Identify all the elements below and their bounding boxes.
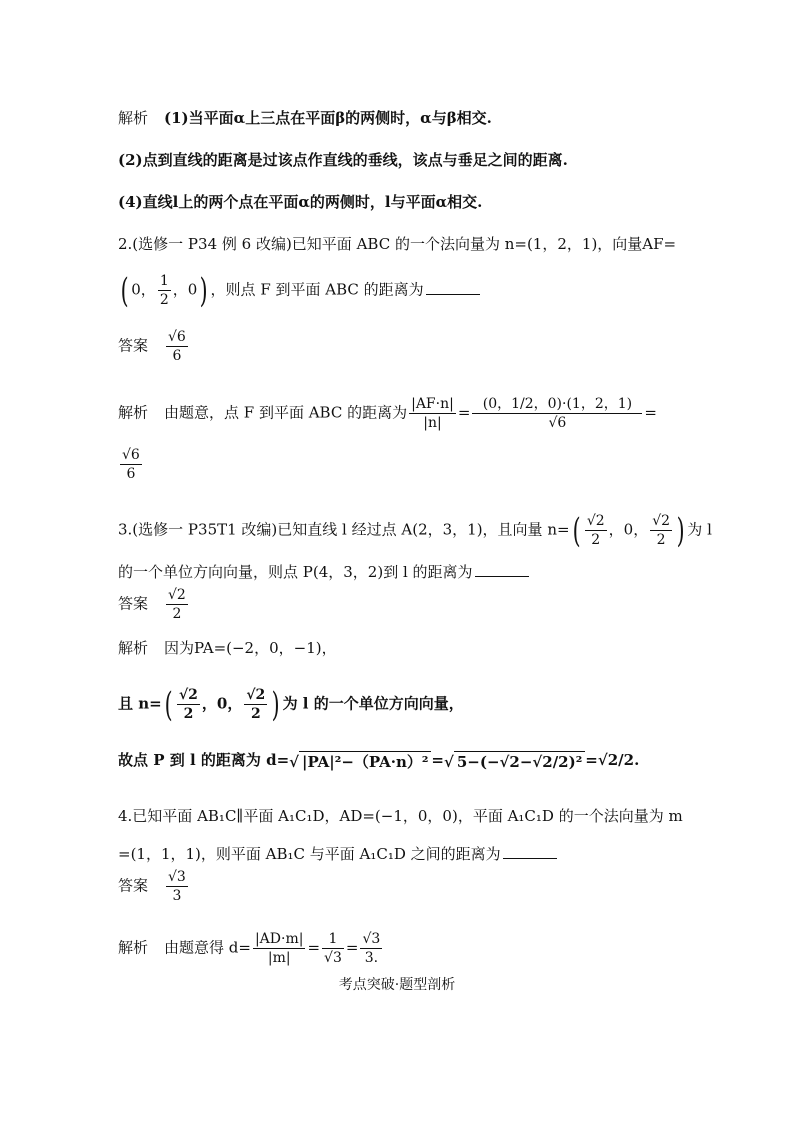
question-4-text: =(1，1，1)，则平面 AB₁C 与平面 A₁C₁D 之间的距离为: [118, 845, 501, 863]
distance-fraction: [409, 395, 456, 432]
solution-line-3-3: 故点 P 到 l 的距离为 d=√ |PA|²−（PA·n）² =√ 5−(−√2−√2/2)² =√2/2.: [118, 751, 640, 771]
vec-component: ，0: [172, 280, 198, 299]
analysis-label: 解析: [118, 403, 149, 422]
paren-left: (: [164, 684, 173, 725]
fraction-denominator: 3.: [360, 948, 382, 967]
question-3-line-2: [118, 562, 531, 582]
vec-component: 0，: [131, 280, 156, 299]
answer-fraction: [166, 328, 188, 365]
fraction: [322, 930, 344, 967]
fraction: [650, 512, 672, 549]
fraction-numerator: |AF·n|: [411, 396, 454, 412]
fraction-denominator: √6: [472, 413, 642, 432]
fraction-numerator: 1: [159, 273, 169, 289]
question-3-tail: 为 l: [687, 520, 712, 539]
answer-blank: [475, 562, 529, 577]
fraction-numerator: √6: [168, 329, 186, 345]
solution-text: 且 n=: [118, 694, 162, 713]
fraction-numerator: √2: [586, 513, 605, 529]
sqrt-expression: √ |PA|²−（PA·n）²: [289, 751, 431, 772]
question-3-text: 3.(选修一 P35T1 改编)已知直线 l 经过点 A(2，3，1)，且向量 n=: [118, 520, 570, 539]
fraction: [585, 512, 607, 549]
radicand: |PA|²−（PA·n）²: [299, 751, 431, 772]
answer-blank: [426, 280, 480, 295]
fraction-denominator: 6: [120, 464, 142, 483]
radicand: 5−(−√2−√2/2)²: [454, 751, 585, 772]
fraction-denominator: 2: [650, 530, 672, 549]
solution-text: 由题意得 d=: [164, 938, 251, 957]
fraction-numerator: √2: [178, 687, 198, 703]
solution-text: 为 l 的一个单位方向向量，: [282, 694, 464, 713]
fraction-numerator: √3: [362, 931, 381, 947]
fraction-half: [158, 272, 171, 309]
question-3-text-2: 的一个单位方向向量，则点 P(4，3，2)到 l 的距离为: [118, 563, 473, 581]
solution-line-2: 解析 由题意，点 F 到平面 ABC 的距离为 $\frac{|AF\cdot n|}{|n|}$ = $\frac{(0,1/2,0)\cdot(1,2,1)}{√6}$ =: [118, 396, 657, 431]
fraction-denominator: 2: [177, 704, 200, 723]
analysis-line-3: (4)直线l上的两个点在平面α的两侧时，l与平面α相交.: [118, 193, 483, 211]
analysis-line-1: [118, 108, 492, 128]
analysis-label: 解析: [118, 639, 149, 657]
question-3-line-1: 3.(选修一 P35T1 改编)已知直线 l 经过点 A(2，3，1)，且向量 n=( $\frac{√2}{2}$ ，0， $\frac{√2}{2}$ ) 为 l: [118, 510, 712, 551]
solution-text: 故点 P 到 l 的距离为 d=: [118, 751, 290, 769]
solution-line-4: 解析 由题意得 d= $\frac{|AD\cdot m|}{|m|}$ = $\frac{1}{√3}$ = $\frac{√3}{3.}$: [118, 931, 381, 966]
question-2-tail: ，则点 F 到平面 ABC 的距离为: [210, 280, 424, 299]
solution-text: 因为PA=(−2，0，−1)，: [164, 639, 337, 657]
analysis-label: 解析: [118, 109, 149, 127]
sqrt-expression: √ 5−(−√2−√2/2)²: [444, 751, 585, 772]
answer-label: 答案: [118, 336, 149, 355]
fraction: [244, 686, 267, 723]
analysis-label: 解析: [118, 938, 149, 957]
fraction-denominator: 6: [166, 346, 188, 365]
question-4-line-2: [118, 844, 559, 864]
result-value: √2/2.: [597, 751, 640, 769]
section-footer: 考点突破·题型剖析: [338, 977, 456, 993]
solution-text: 由题意，点 F 到平面 ABC 的距离为: [164, 403, 408, 422]
analysis-line-2: (2)点到直线的距离是过该点作直线的垂线，该点与垂足之间的距离.: [118, 151, 568, 169]
question-2-line-2: [118, 272, 482, 309]
fraction-denominator: 3: [166, 886, 188, 905]
fraction-denominator: |n|: [409, 413, 456, 432]
fraction: [360, 930, 382, 967]
answer-label: 答案: [118, 594, 149, 613]
fraction-denominator: 2: [585, 530, 607, 549]
answer-fraction: [166, 586, 188, 623]
fraction-numerator: √2: [246, 687, 266, 703]
fraction-numerator: √2: [168, 587, 186, 603]
paren-left: (: [572, 510, 581, 551]
fraction-denominator: 2: [159, 292, 169, 308]
answer-blank: [503, 844, 557, 859]
fraction: [253, 930, 306, 967]
solution-result-2: [118, 446, 144, 483]
fraction-numerator: √3: [168, 869, 186, 885]
fraction-numerator: √2: [652, 513, 671, 529]
expanded-fraction: [472, 395, 642, 432]
analysis-text: (1)当平面α上三点在平面β的两侧时，α与β相交.: [164, 109, 492, 127]
fraction-numerator: 1: [328, 931, 338, 947]
fraction-numerator: |AD·m|: [254, 931, 304, 947]
result-fraction: [120, 446, 142, 483]
answer-line-3: [118, 586, 190, 623]
answer-line-4: [118, 868, 190, 905]
paren-right: ): [199, 270, 208, 311]
solution-line-3-1: [118, 638, 337, 658]
fraction-denominator: √3: [324, 950, 342, 966]
answer-label: 答案: [118, 876, 149, 895]
fraction-numerator: (0，1/2，0)·(1，2，1): [482, 396, 633, 412]
answer-fraction: [166, 868, 188, 905]
question-2-line-1: 2.(选修一 P34 例 6 改编)已知平面 ABC 的一个法向量为 n=(1，2，1)，向量AF=: [118, 235, 677, 253]
fraction: [177, 686, 200, 723]
fraction-denominator: 2: [166, 604, 188, 623]
fraction-denominator: 2: [244, 704, 267, 723]
paren-left: (: [120, 270, 129, 311]
question-4-line-1: 4.已知平面 AB₁C∥平面 A₁C₁D，AD=(−1，0，0)，平面 A₁C₁D 的一个法向量为 m: [118, 807, 683, 825]
answer-line-2: [118, 328, 190, 365]
paren-right: ): [271, 684, 280, 725]
fraction-numerator: √6: [122, 447, 140, 463]
solution-line-3-2: 且 n=( $\frac{√2}{2}$ ，0， $\frac{√2}{2}$ ) 为 l 的一个单位方向向量，: [118, 684, 464, 725]
fraction-denominator: |m|: [253, 948, 306, 967]
paren-right: ): [676, 510, 685, 551]
